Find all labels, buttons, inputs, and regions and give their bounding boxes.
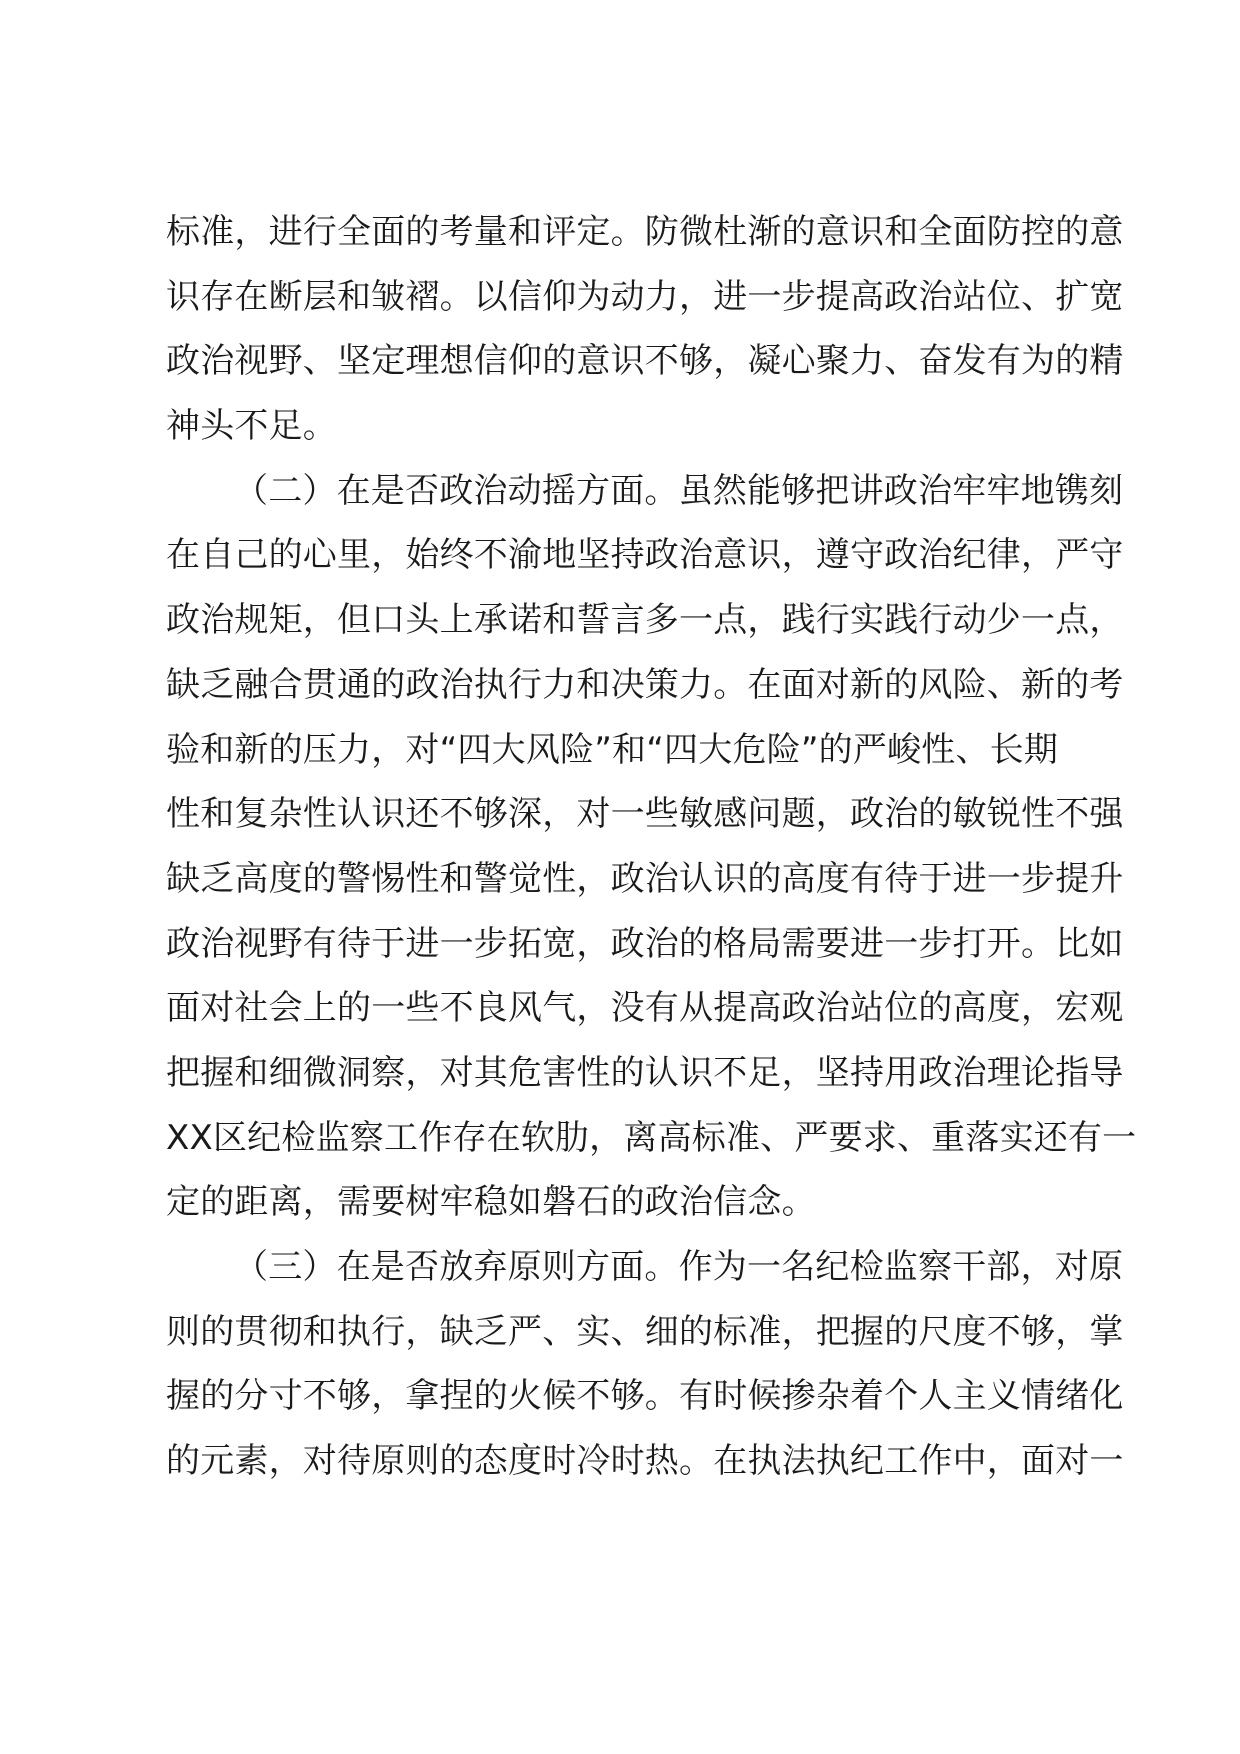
paragraph-heading-line: （三）在是否放弃原则方面。作为一名纪检监察干部，对原 bbox=[234, 1247, 1124, 1287]
text-line: 缺乏融合贯通的政治执行力和决策力。在面对新的风险、新的考 bbox=[166, 664, 1124, 705]
text-line: 面对社会上的一些不良风气，没有从提高政治站位的高度，宏观 bbox=[166, 988, 1124, 1029]
text-line: 性和复杂性认识还不够深，对一些敏感问题，政治的敏锐性不强 bbox=[166, 794, 1124, 835]
text-line: 则的贯彻和执行，缺乏严、实、细的标准，把握的尺度不够，掌 bbox=[166, 1311, 1124, 1352]
text-line: 握的分寸不够，拿捏的火候不够。有时候掺杂着个人主义情绪化 bbox=[166, 1376, 1124, 1417]
text-line: 神头不足。 bbox=[166, 406, 337, 447]
text-line: 在自己的心里，始终不渝地坚持政治意识，遵守政治纪律，严守 bbox=[166, 535, 1124, 576]
text-line: 缺乏高度的警惕性和警觉性，政治认识的高度有待于进一步提升 bbox=[166, 858, 1124, 899]
text-line: 政治规矩，但口头上承诺和誓言多一点，践行实践行动少一点， bbox=[166, 600, 1124, 641]
text-line: 政治视野、坚定理想信仰的意识不够，凝心聚力、奋发有为的精 bbox=[166, 341, 1124, 382]
text-line: XX区纪检监察工作存在软肋，离高标准、严要求、重落实还有一 bbox=[166, 1117, 1137, 1158]
text-line: 定的距离，需要树牢稳如磐石的政治信念。 bbox=[166, 1182, 816, 1223]
text-line: 把握和细微洞察，对其危害性的认识不足，坚持用政治理论指导 bbox=[166, 1052, 1124, 1093]
text-line: 标准，进行全面的考量和评定。防微杜渐的意识和全面防控的意 bbox=[166, 212, 1124, 252]
paragraph-heading-line: （二）在是否政治动摇方面。虽然能够把讲政治牢牢地镌刻 bbox=[234, 470, 1124, 511]
text-line: 的元素，对待原则的态度时冷时热。在执法执纪工作中，面对一 bbox=[166, 1441, 1124, 1482]
text-line: 验和新的压力，对“四大风险”和“四大危险”的严峻性、长期 bbox=[166, 729, 1059, 770]
document-body bbox=[166, 200, 1137, 1494]
text-line: 政治视野有待于进一步拓宽，政治的格局需要进一步打开。比如 bbox=[166, 923, 1124, 964]
text-line: 识存在断层和皱褶。以信仰为动力，进一步提高政治站位、扩宽 bbox=[166, 276, 1124, 317]
